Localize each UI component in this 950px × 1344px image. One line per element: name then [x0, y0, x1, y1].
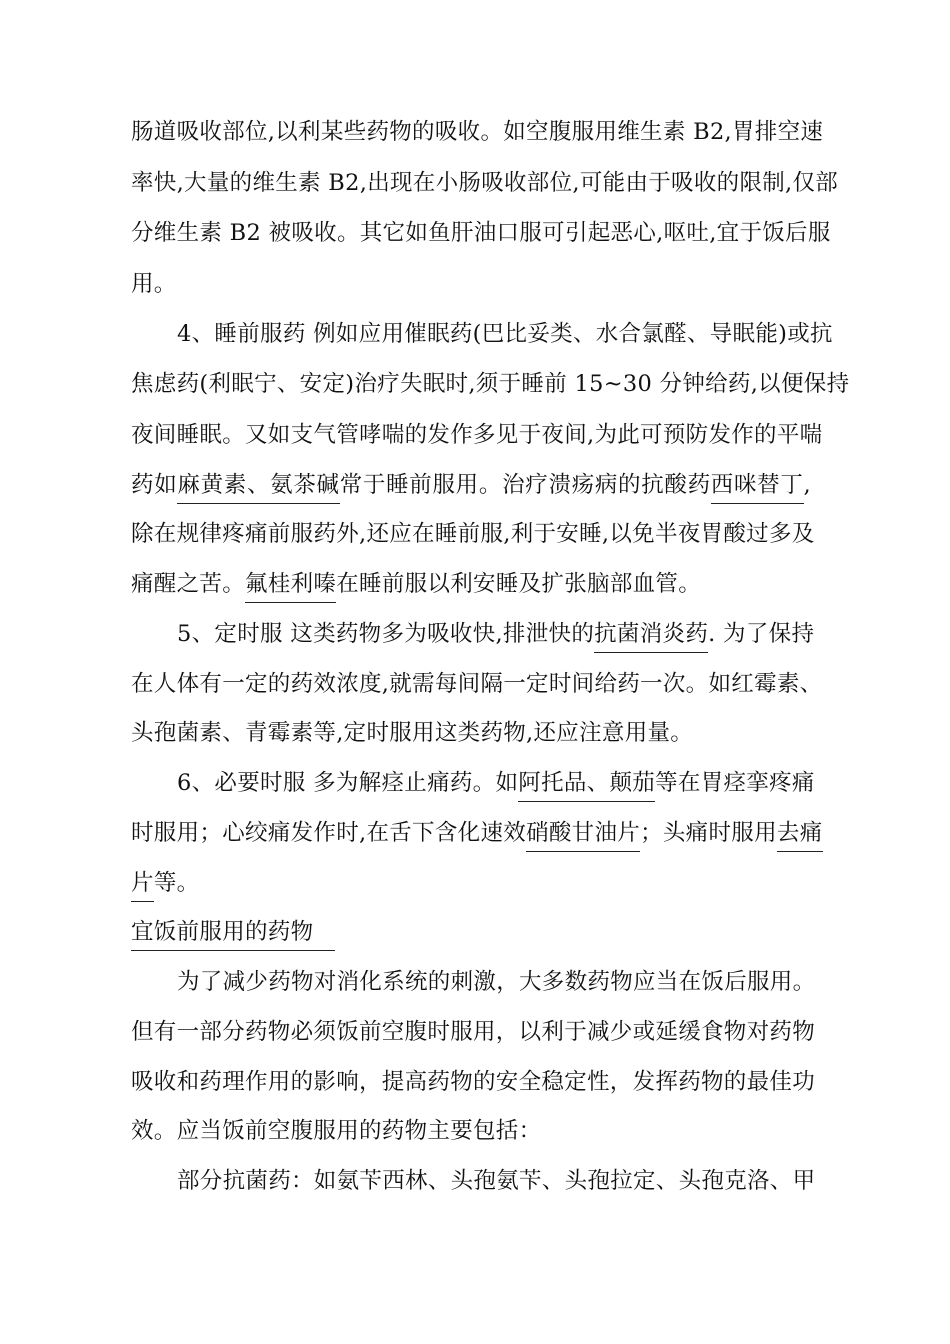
underlined-drug-name: 麻黄素、氨茶碱 — [177, 472, 339, 504]
text-line: 用。 — [131, 271, 177, 297]
text-line: 夜间睡眠。又如支气管哮喘的发作多见于夜间,为此可预防发作的平喘 — [131, 422, 823, 448]
text-span: 在睡前服以利安睡及扩张脑部血管。 — [336, 571, 702, 597]
section-heading — [131, 914, 811, 950]
text-line: 吸收和药理作用的影响，提高药物的安全稳定性，发挥药物的最佳功 — [131, 1069, 816, 1095]
text-line — [131, 865, 811, 901]
text-span: , — [803, 472, 811, 498]
text-span: 痛醒之苦。 — [131, 571, 246, 597]
text-line — [131, 815, 823, 851]
underlined-drug-name: 西咪替丁 — [711, 472, 804, 504]
underlined-drug-name: 硝酸甘油片 — [526, 820, 640, 852]
text-line — [131, 467, 811, 503]
section-heading-text: 宜饭前服用的药物 — [131, 919, 335, 951]
text-line: 除在规律疼痛前服药外,还应在睡前服,利于安睡,以免半夜胃酸过多及 — [131, 521, 815, 547]
text-line: 但有一部分药物必须饭前空腹时服用，以利于减少或延缓食物对药物 — [131, 1019, 816, 1045]
text-span: 6、必要时服 多为解痉止痛药。如 — [177, 770, 519, 796]
text-line: 效。应当饭前空腹服用的药物主要包括： — [131, 1118, 542, 1144]
underlined-drug-name: 抗菌消炎药 — [594, 621, 708, 653]
text-span: . 为了保持 — [708, 621, 815, 647]
text-line: 4、睡前服药 例如应用催眠药(巴比妥类、水合氯醛、导眠能)或抗 — [177, 321, 833, 347]
text-line: 率快,大量的维生素 B2,出现在小肠吸收部位,可能由于吸收的限制,仅部 — [131, 170, 839, 196]
text-line: 头孢菌素、青霉素等,定时服用这类药物,还应注意用量。 — [131, 720, 694, 746]
text-span: 等。 — [153, 870, 200, 896]
underlined-drug-name: 去痛 — [777, 820, 823, 852]
text-span: 常于睡前服用。治疗溃疡病的抗酸药 — [339, 472, 711, 498]
text-line: 肠道吸收部位,以利某些药物的吸收。如空腹服用维生素 B2,胃排空速 — [131, 119, 824, 145]
text-line: 在人体有一定的药效浓度,就需每间隔一定时间给药一次。如红霉素、 — [131, 671, 823, 697]
text-line: 分维生素 B2 被吸收。其它如鱼肝油口服可引起恶心,呕吐,宜于饭后服 — [131, 220, 831, 246]
text-line — [177, 765, 815, 801]
text-line — [177, 616, 815, 652]
text-line: 焦虑药(利眠宁、安定)治疗失眠时,须于睡前 15~30 分钟给药,以便保持 — [131, 371, 850, 397]
underlined-drug-name: 片 — [131, 870, 154, 902]
text-span: 等在胃痉挛疼痛 — [655, 770, 815, 796]
text-line — [131, 566, 811, 602]
text-line: 为了减少药物对消化系统的刺激，大多数药物应当在饭后服用。 — [177, 969, 816, 995]
text-line: 部分抗菌药：如氨苄西林、头孢氨苄、头孢拉定、头孢克洛、甲 — [177, 1168, 816, 1194]
text-span: 药如 — [131, 472, 178, 498]
text-span: 时服用；心绞痛发作时,在舌下含化速效 — [131, 820, 527, 846]
underlined-drug-name: 阿托品、颠茄 — [518, 770, 655, 802]
text-span: ；头痛时服用 — [640, 820, 777, 846]
text-span: 5、定时服 这类药物多为吸收快,排泄快的 — [177, 621, 595, 647]
underlined-drug-name: 氟桂利嗪 — [245, 571, 336, 603]
